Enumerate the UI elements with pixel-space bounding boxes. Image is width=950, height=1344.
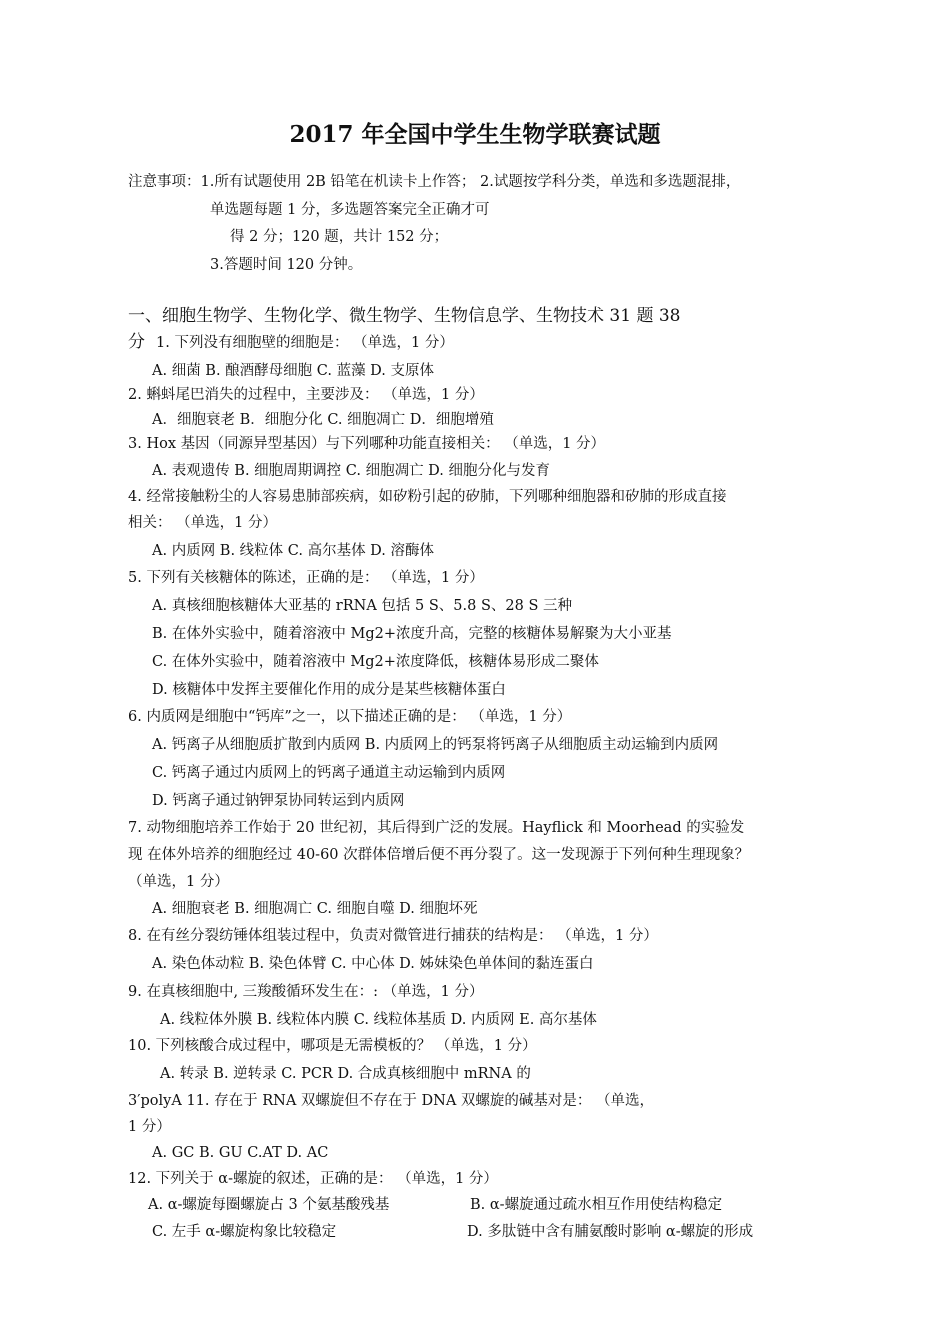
question-12: 12. 下列关于 α-螺旋的叙述，正确的是： （单选，1 分） <box>128 1171 498 1187</box>
question-1-options: A. 细菌 B. 酿酒酵母细胞 C. 蓝藻 D. 支原体 <box>152 363 435 379</box>
question-6-option-c: C. 钙离子通过内质网上的钙离子通道主动运输到内质网 <box>152 765 506 781</box>
question-2: 2. 蝌蚪尾巴消失的过程中，主要涉及： （单选，1 分） <box>128 387 484 403</box>
question-12-option-a: A. α-螺旋每圈螺旋占 3 个氨基酸残基 <box>148 1197 390 1213</box>
question-7-cont: 现 在体外培养的细胞经过 40-60 次群体倍增后便不再分裂了。这一发现源于下列何种生理现象？ <box>128 847 750 863</box>
page-title: 2017 年全国中学生生物学联赛试题 <box>289 121 661 148</box>
notes-line-2: 单选题每题 1 分，多选题答案完全正确才可 <box>210 202 490 218</box>
question-5-option-b: B. 在体外实验中，随着溶液中 Mg2+浓度升高，完整的核糖体易解聚为大小亚基 <box>152 626 672 642</box>
question-6-options-ab: A. 钙离子从细胞质扩散到内质网 B. 内质网上的钙泵将钙离子从细胞质主动运输到内质网 <box>152 737 719 753</box>
notes-line-4: 3.答题时间 120 分钟。 <box>210 257 363 273</box>
question-5-option-d: D. 核糖体中发挥主要催化作用的成分是某些核糖体蛋白 <box>152 682 506 698</box>
notes-line-3: 得 2 分；120 题，共计 152 分； <box>230 229 449 245</box>
question-9-options: A. 线粒体外膜 B. 线粒体内膜 C. 线粒体基质 D. 内质网 E. 高尔基体 <box>160 1012 597 1028</box>
question-11: 3′polyA 11. 存在于 RNA 双螺旋但不存在于 DNA 双螺旋的碱基对是： （单选， <box>128 1093 655 1109</box>
question-3-options: A. 表观遗传 B. 细胞周期调控 C. 细胞凋亡 D. 细胞分化与发育 <box>152 463 551 479</box>
question-11-options: A. GC B. GU C.AT D. AC <box>152 1145 329 1161</box>
question-4: 4. 经常接触粉尘的人容易患肺部疾病，如矽粉引起的矽肺，下列哪种细胞器和矽肺的形成直接 <box>128 489 727 505</box>
question-6: 6. 内质网是细胞中“钙库”之一，以下描述正确的是： （单选，1 分） <box>128 709 572 725</box>
question-7-options: A. 细胞衰老 B. 细胞凋亡 C. 细胞自噬 D. 细胞坏死 <box>152 901 478 917</box>
question-7-cont-2: （单选，1 分） <box>128 874 229 890</box>
question-9: 9. 在真核细胞中, 三羧酸循环发生在：: （单选，1 分） <box>128 984 484 1000</box>
question-12-option-b: B. α-螺旋通过疏水相互作用使结构稳定 <box>470 1197 723 1213</box>
question-2-options: A．细胞衰老 B．细胞分化 C. 细胞凋亡 D．细胞增殖 <box>152 412 494 428</box>
question-12-option-c: C. 左手 α-螺旋构象比较稳定 <box>152 1224 337 1240</box>
question-8: 8. 在有丝分裂纺锤体组装过程中，负责对微管进行捕获的结构是： （单选，1 分） <box>128 928 658 944</box>
question-10-options: A. 转录 B. 逆转录 C. PCR D. 合成真核细胞中 mRNA 的 <box>160 1066 531 1082</box>
question-6-option-d: D. 钙离子通过钠钾泵协同转运到内质网 <box>152 793 405 809</box>
question-8-options: A. 染色体动粒 B. 染色体臂 C. 中心体 D. 姊妹染色单体间的黏连蛋白 <box>152 956 594 972</box>
question-11-cont: 1 分） <box>128 1119 171 1135</box>
question-10: 10. 下列核酸合成过程中，哪项是无需模板的？ （单选，1 分） <box>128 1038 537 1054</box>
question-5: 5. 下列有关核糖体的陈述，正确的是： （单选，1 分） <box>128 570 484 586</box>
question-12-option-d: D. 多肽链中含有脯氨酸时影响 α-螺旋的形成 <box>467 1224 754 1240</box>
question-5-option-c: C. 在体外实验中，随着溶液中 Mg2+浓度降低，核糖体易形成二聚体 <box>152 654 599 670</box>
question-3: 3. Hox 基因（同源异型基因）与下列哪种功能直接相关： （单选，1 分） <box>128 436 606 452</box>
question-4-cont: 相关： （单选，1 分） <box>128 515 277 531</box>
question-1: 1. 下列没有细胞壁的细胞是： （单选，1 分） <box>156 335 454 351</box>
section-heading-cont: 分 <box>128 332 145 352</box>
notes-line-1: 注意事项：1.所有试题使用 2B 铅笔在机读卡上作答； 2.试题按学科分类，单选和多选题混排， <box>128 174 741 190</box>
question-4-options: A. 内质网 B. 线粒体 C. 高尔基体 D. 溶酶体 <box>152 543 435 559</box>
question-5-option-a: A. 真核细胞核糖体大亚基的 rRNA 包括 5 S、5.8 S、28 S 三种 <box>152 598 572 614</box>
question-7: 7. 动物细胞培养工作始于 20 世纪初，其后得到广泛的发展。Hayflick 和 Moorhead 的实验发 <box>128 820 745 836</box>
section-heading: 一、细胞生物学、生物化学、微生物学、生物信息学、生物技术 31 题 38 <box>128 306 681 326</box>
